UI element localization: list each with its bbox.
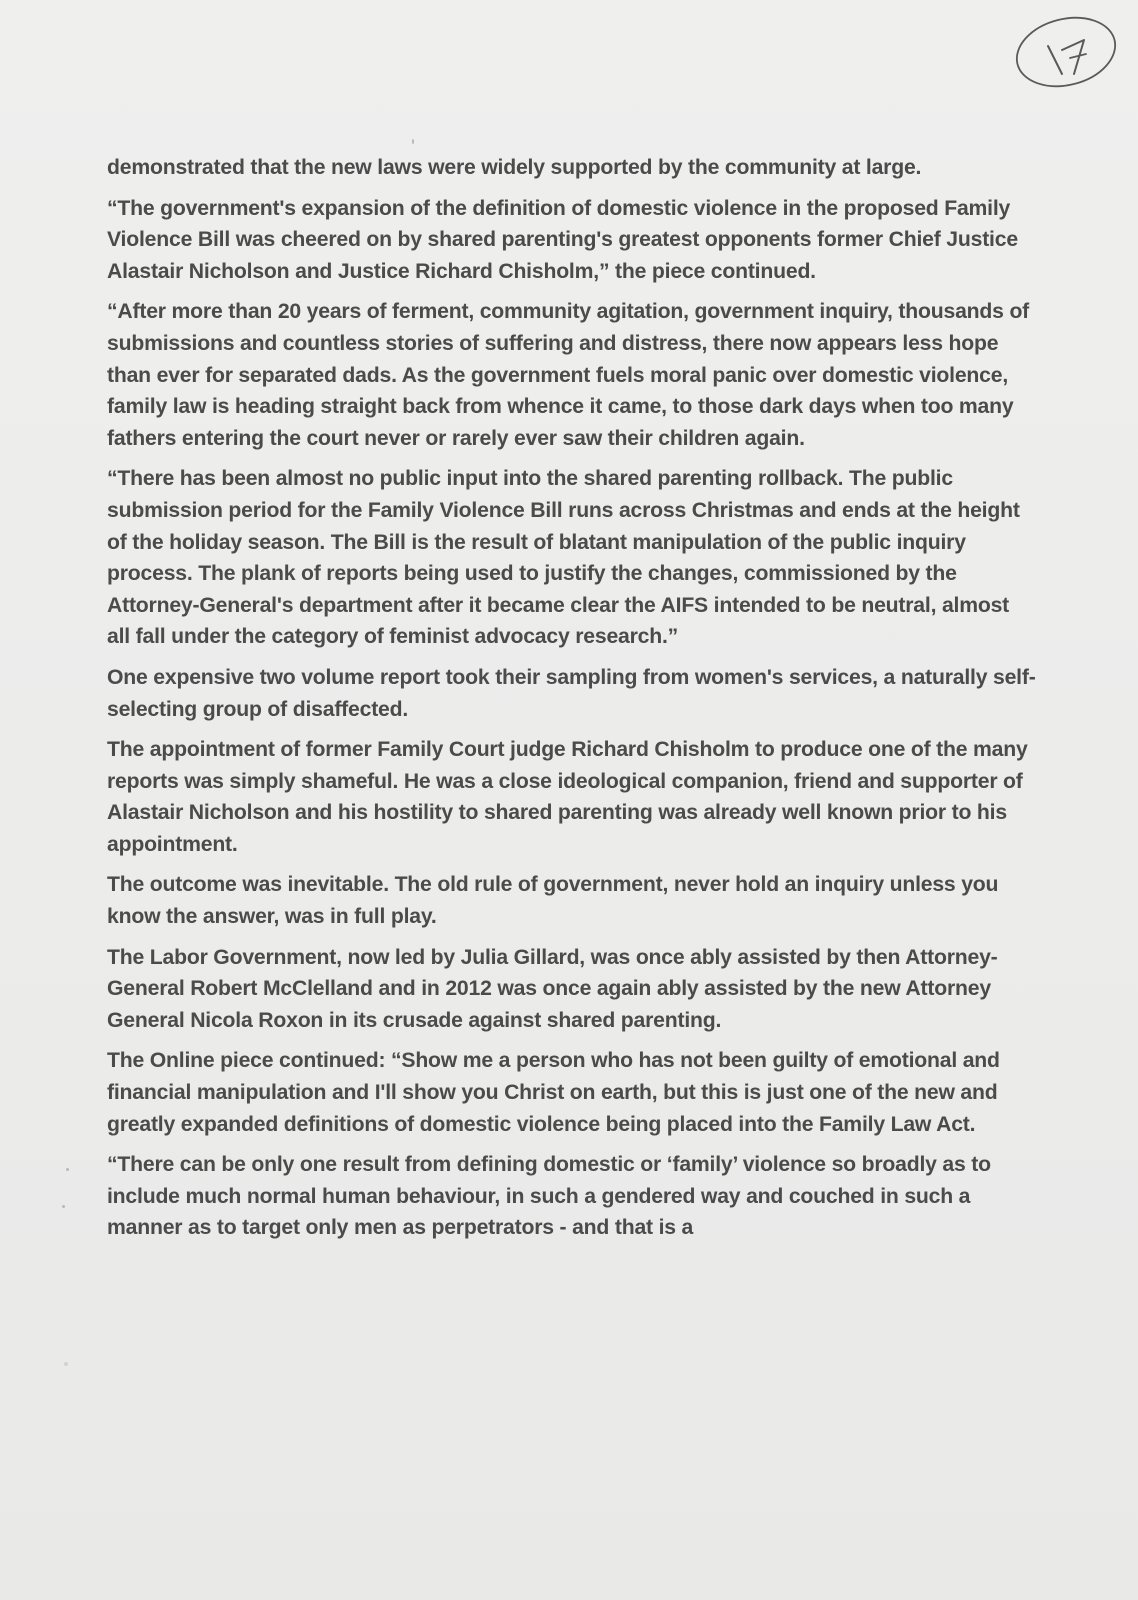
scan-speck <box>64 1362 68 1366</box>
scan-speck <box>412 139 414 144</box>
hand-drawn-circle <box>1012 12 1120 92</box>
paragraph: “There can be only one result from defining domestic or ‘family’ violence so broadly as to include much normal human behaviour, in such a gendered way and couched in such a manner as to target only men as perpetrators - and that is a <box>107 1153 991 1240</box>
paragraph: The Online piece continued: “Show me a person who has not been guilty of emotional and financial manipulation and I'll show you Christ on earth, but this is just one of the new and greatly expanded definitions of domestic violence being placed into the Family Law Act. <box>107 1049 1000 1136</box>
paragraph: “There has been almost no public input into the shared parenting rollback. The public submission period for the Family Violence Bill runs across Christmas and ends at the height of the holiday season. The Bill is the result of blatant manipulation of the public inquiry process. The plank of reports being used to justify the changes, commissioned by the Attorney-General's department after it became clear the AIFS intended to be neutral, almost all fall under the category of feminist advocacy research.” <box>107 467 1020 649</box>
scan-speck <box>62 1205 65 1208</box>
paragraph: “After more than 20 years of ferment, community agitation, government inquiry, thousands of submissions and countless stories of suffering and distress, there now appears less hope than ever for separated dads. As the government fuels moral panic over domestic violence, family law is heading straight back from whence it came, to those dark days when too many fathers entering the court never or rarely ever saw their children again. <box>107 300 1030 450</box>
page-number-value: 17 <box>1012 12 1014 13</box>
circled-number-icon <box>1012 12 1120 92</box>
scan-speck <box>66 1168 69 1171</box>
paragraph: The appointment of former Family Court judge Richard Chisholm to produce one of the many reports was simply shameful. He was a close ideological companion, friend and supporter of Alastair Nicholson and his hostility to shared parenting was already well known prior to his appointment. <box>107 738 1028 856</box>
paragraph: demonstrated that the new laws were widely supported by the community at large. <box>107 156 922 179</box>
paragraph: One expensive two volume report took their sampling from women's services, a naturally self-selecting group of disaffected. <box>107 665 1036 721</box>
article-body <box>107 152 1037 1253</box>
paragraph: “The government's expansion of the definition of domestic violence in the proposed Family Violence Bill was cheered on by shared parenting's greatest opponents former Chief Justice Alastair Nicholson and Justice Richard Chisholm,” the piece continued. <box>107 196 1018 283</box>
paragraph: The Labor Government, now led by Julia Gillard, was once ably assisted by then Attorney-General Robert McClelland and in 2012 was once again ably assisted by the new Attorney General Nicola Roxon in its crusade against shared parenting. <box>107 945 998 1032</box>
handwritten-page-number <box>1012 12 1120 92</box>
paragraph: The outcome was inevitable. The old rule of government, never hold an inquiry unless you know the answer, was in full play. <box>107 873 999 929</box>
digit-one-stroke <box>1048 46 1062 74</box>
